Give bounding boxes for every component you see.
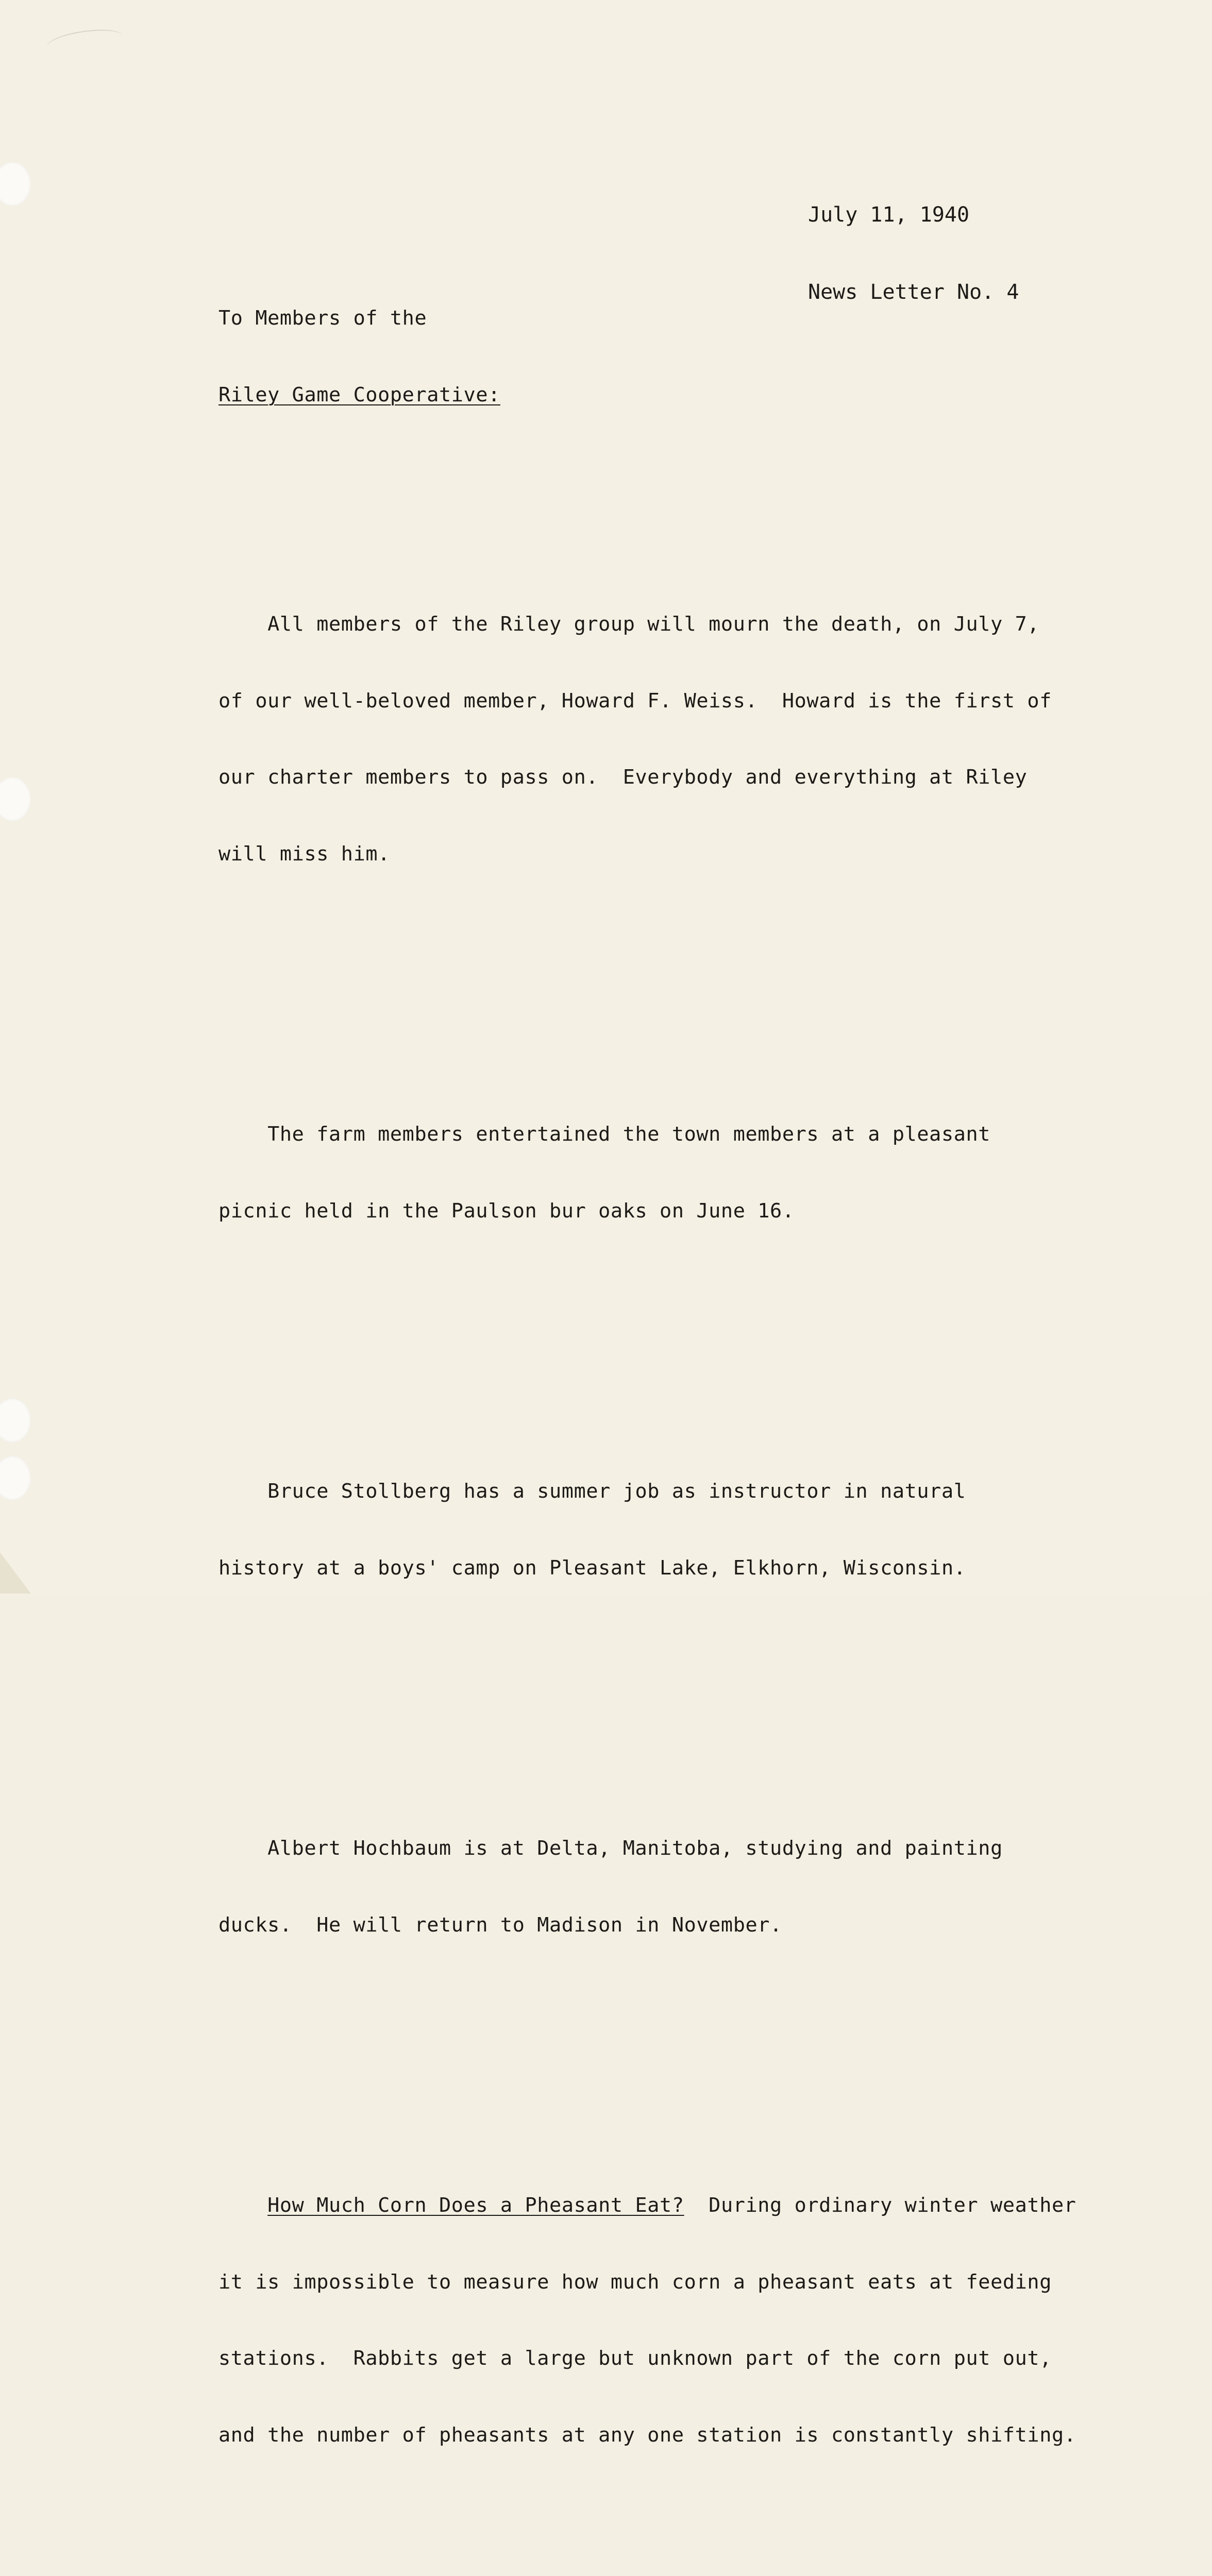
text-line: stations. Rabbits get a large but unknown part of the corn put out, (218, 2347, 1052, 2370)
paragraph-pheasant-corn (218, 2142, 1162, 2499)
text-line: it is impossible to measure how much corn a pheasant eats at feeding (218, 2270, 1052, 2294)
text-line: will miss him. (218, 842, 390, 866)
text-line: our charter members to pass on. Everybody and everything at Riley (218, 766, 1028, 789)
letter-body (218, 255, 1162, 2576)
text-line: All members of the Riley group will mourn the death, on July 7, (218, 613, 1040, 636)
text-line: history at a boys' camp on Pleasant Lake, Elkhorn, Wisconsin. (218, 1556, 966, 1580)
paragraph-death-notice (218, 561, 1162, 918)
text-line: Bruce Stollberg has a summer job as instructor in natural (218, 1480, 966, 1503)
paragraph-picnic (218, 1071, 1162, 1275)
section-heading-pheasant: How Much Corn Does a Pheasant Eat? (267, 2194, 684, 2217)
punch-hole-lower (0, 1398, 31, 1443)
text-line (218, 2193, 1162, 2218)
salutation-line: To Members of the (218, 307, 427, 330)
paragraph-stollberg (218, 1428, 1162, 1632)
text-line: and the number of pheasants at any one station is constantly shifting. (218, 2423, 1076, 2447)
punch-hole-middle (0, 777, 31, 821)
newsletter-number: News Letter No. 4 (808, 280, 1019, 304)
letter-date: July 11, 1940 (808, 203, 970, 227)
text-line: Albert Hochbaum is at Delta, Manitoba, studying and painting (218, 1837, 1003, 1860)
salutation-addressee (218, 382, 1162, 408)
addressee-underlined: Riley Game Cooperative: (218, 383, 500, 406)
punch-hole-top (0, 162, 31, 206)
paper-scratch-mark (45, 26, 125, 58)
text-line: picnic held in the Paulson bur oaks on June 16. (218, 1199, 795, 1223)
text-line: of our well-beloved member, Howard F. Weiss. Howard is the first of (218, 689, 1052, 713)
paragraph-hochbaum (218, 1785, 1162, 1989)
text-fragment: During ordinary winter weather (684, 2194, 1076, 2217)
text-line: ducks. He will return to Madison in November. (218, 1913, 782, 1937)
text-line: The farm members entertained the town members at a pleasant (218, 1123, 991, 1146)
punch-hole-bottom (0, 1456, 31, 1500)
corner-fold (0, 1552, 31, 1594)
